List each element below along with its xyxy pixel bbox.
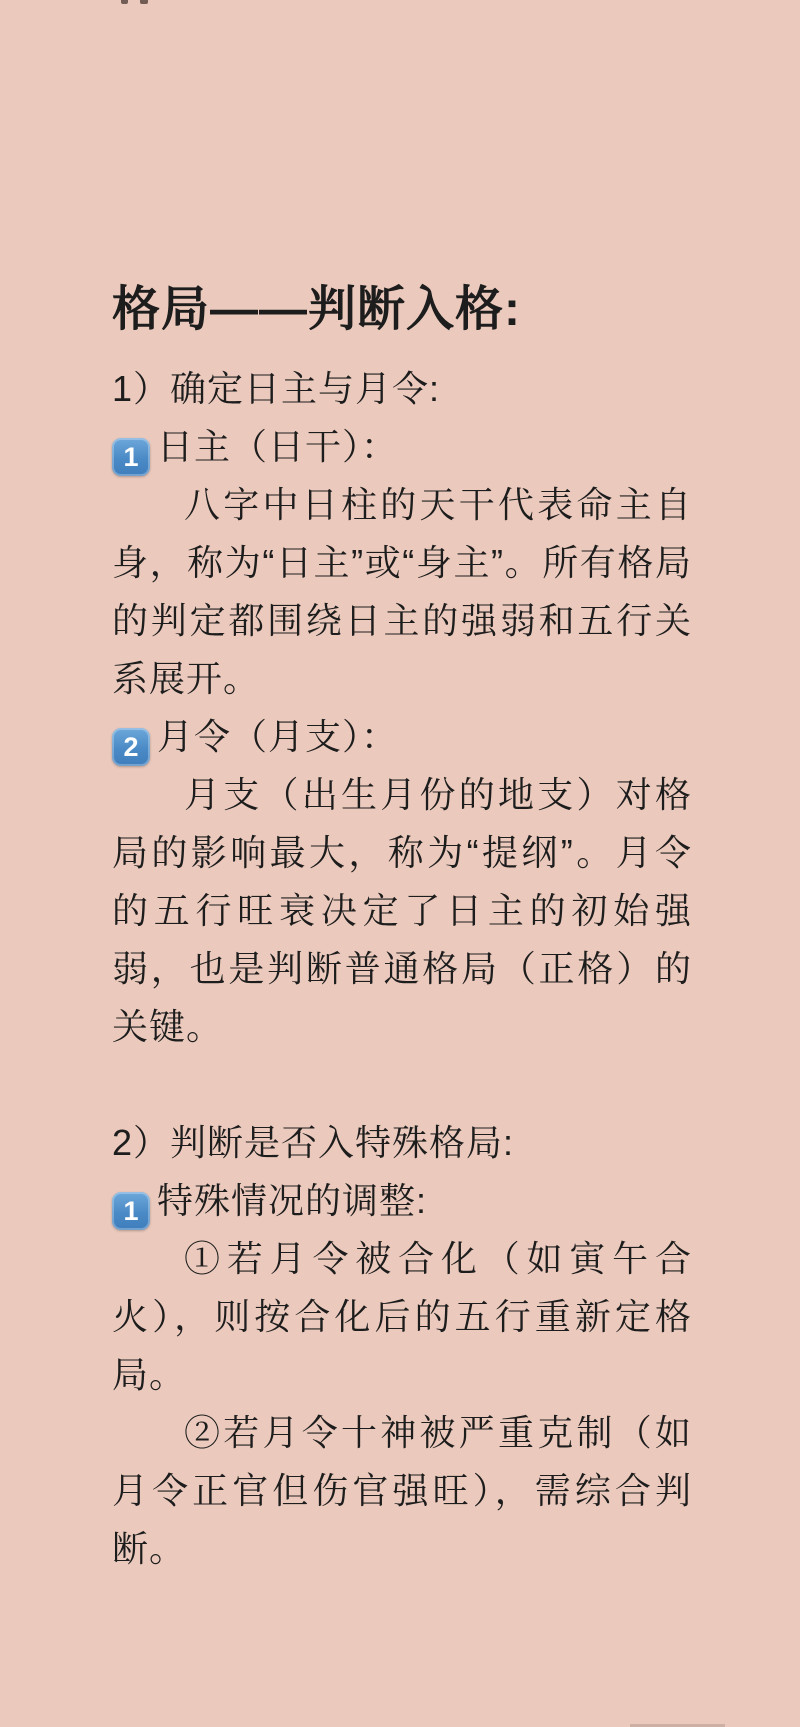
section-heading: 1）确定日主与月令: [112, 368, 441, 409]
special-case-paragraph-1: ①若月令被合化（如寅午合火），则按合化后的五行重新定格局。 [112, 1238, 692, 1395]
special-case-paragraph-2: ②若月令十神被严重克制（如月令正官但伤官强旺），需综合判断。 [112, 1412, 692, 1569]
section-determine-daymaster-monthorder [112, 360, 692, 1056]
section-heading: 2）判断是否入特殊格局: [112, 1122, 515, 1163]
section-special-patterns [112, 1114, 692, 1578]
keycap-1-badge-icon: 1 [112, 1192, 150, 1230]
item-special-adjustment-label-line [112, 1172, 692, 1230]
keycap-1-badge-icon: 1 [112, 438, 150, 476]
item-label: 日主（日干）： [157, 426, 399, 467]
item-daymaster-label-line [112, 418, 692, 476]
keycap-2-badge-icon: 2 [112, 728, 150, 766]
note-card [112, 278, 692, 1578]
page-title: 格局——判断入格: [112, 283, 521, 336]
item-daymaster-paragraph: 八字中日柱的天干代表命主自身，称为“日主”或“身主”。所有格局的判定都围绕日主的强弱和五行关系展开。 [112, 484, 692, 699]
item-monthorder-paragraph: 月支（出生月份的地支）对格局的影响最大，称为“提纲”。月令的五行旺衰决定了日主的初始强弱，也是判断普通格局（正格）的关键。 [112, 774, 692, 1047]
item-label: 特殊情况的调整: [157, 1180, 428, 1221]
item-label: 月令（月支）： [157, 716, 399, 757]
item-monthorder-label-line [112, 708, 692, 766]
